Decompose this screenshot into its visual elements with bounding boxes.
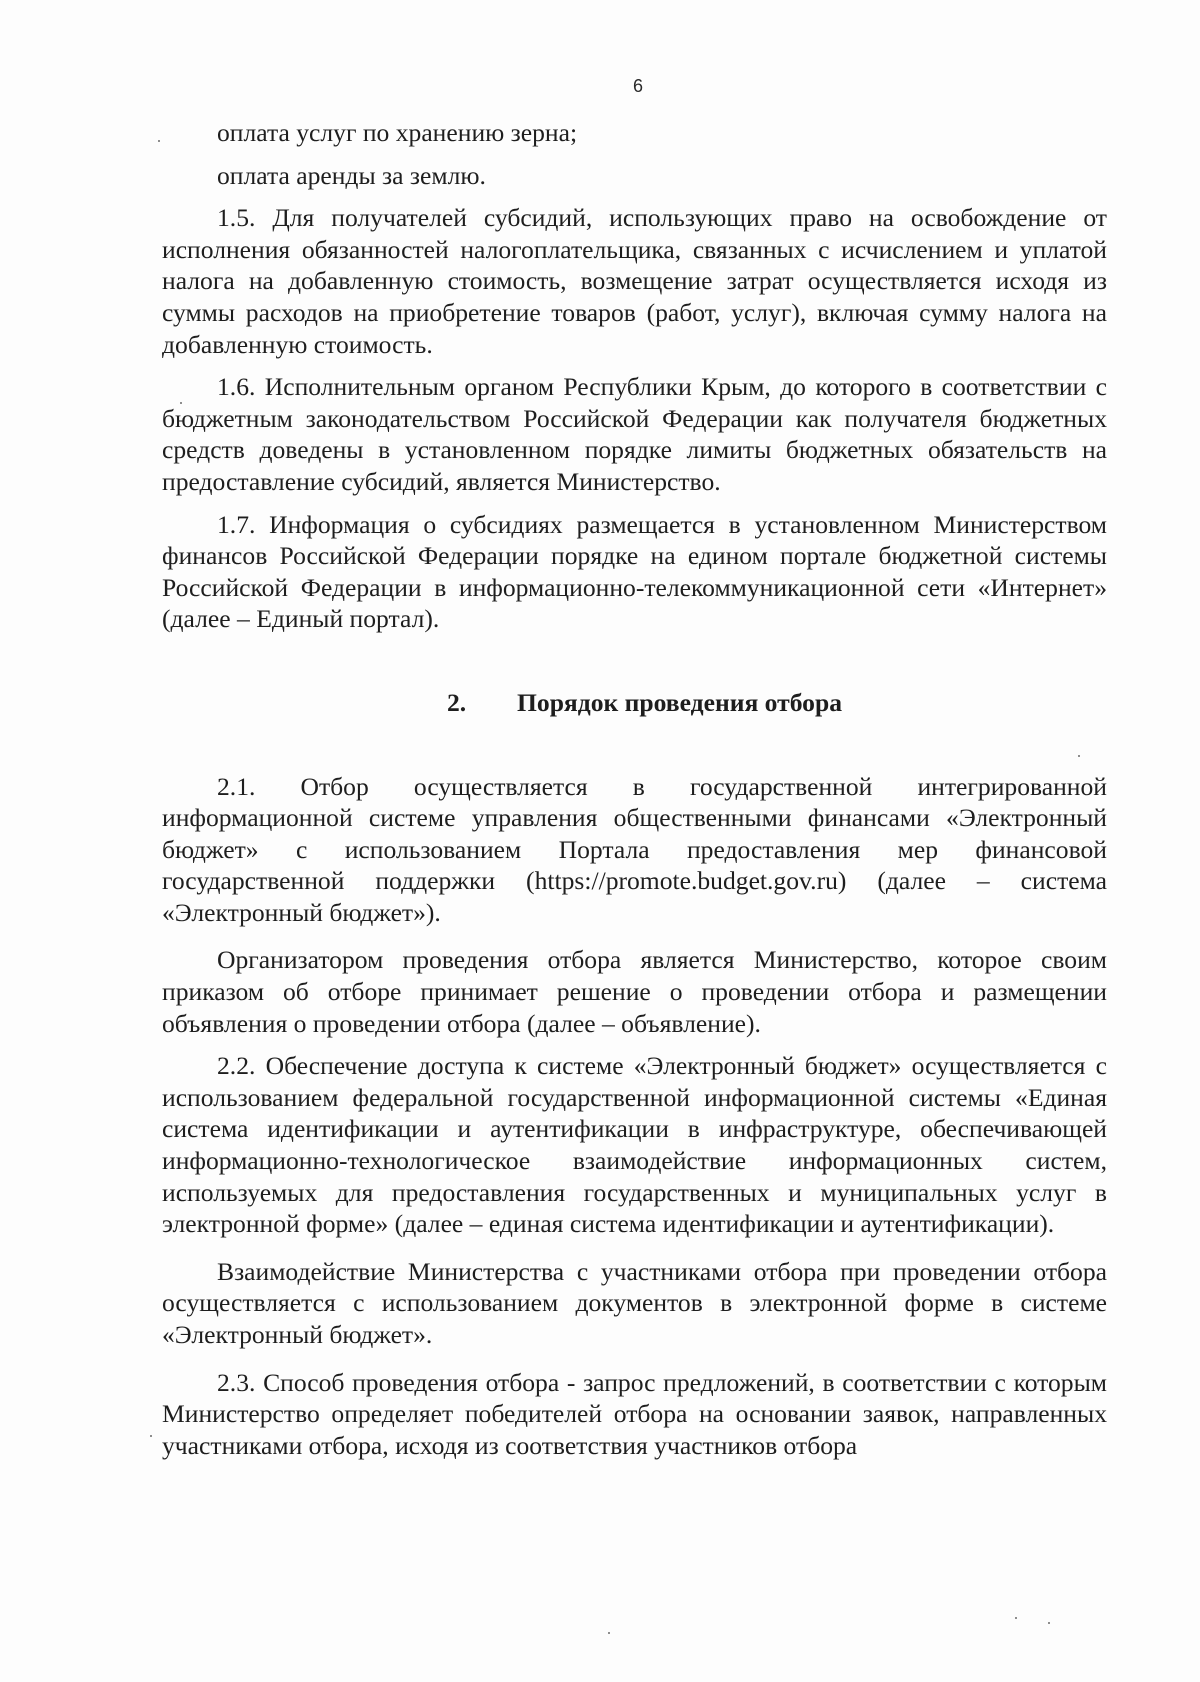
section-number: 2. bbox=[446, 687, 467, 717]
scan-speck bbox=[180, 402, 182, 404]
page-number: 6 bbox=[632, 76, 643, 96]
paragraph-1-6: 1.6. Исполнительным органом Республики Крым, до которого в соответствии с бюджетным законодательством Российской Федерации как получателя бюджетных средств доведены в установленном порядке лимиты бюджетных обязательств на предоставление субсидий, является Министерство. bbox=[162, 372, 1107, 496]
scan-speck bbox=[1048, 1622, 1050, 1624]
paragraph-2-3: 2.3. Способ проведения отбора - запрос предложений, в соответствии с которым Министерство определяет победителей отбора на основании заявок, направленных участниками отбора, исходя из соответствия участников отбора bbox=[162, 1367, 1107, 1460]
scan-speck bbox=[608, 1632, 610, 1634]
paragraph-2-2: 2.2. Обеспечение доступа к системе «Электронный бюджет» осуществляется с использованием федеральной государственной информационной системы «Единая система идентификации и аутентификации в инфраструктуре, обеспечивающей информационно-технологическое взаимодействие информационных систем, используемых для предоставления государственных и муниципальных услуг в электронной форме» (далее – единая система идентификации и аутентификации). bbox=[162, 1051, 1107, 1239]
document-body bbox=[162, 117, 1107, 1461]
paragraph-land-rent: оплата аренды за землю. bbox=[217, 160, 486, 190]
scan-speck bbox=[158, 140, 160, 142]
paragraph-2-1: 2.1. Отбор осуществляется в государственной интегрированной информационной системе управления общественными финансами «Электронный бюджет» с использованием Портала предоставления мер финансовой государственной поддержки (https://promote.budget.gov.ru) (далее – система «Электронный бюджет»). bbox=[162, 771, 1107, 927]
scan-speck bbox=[150, 1435, 152, 1437]
section-title: Порядок проведения отбора bbox=[516, 687, 843, 717]
scan-speck bbox=[1015, 1617, 1017, 1619]
section-heading bbox=[162, 687, 1107, 719]
paragraph-interaction: Взаимодействие Министерства с участниками отбора при проведении отбора осуществляется с использованием документов в электронной форме в системе «Электронный бюджет». bbox=[162, 1256, 1107, 1349]
paragraph-storage-payment: оплата услуг по хранению зерна; bbox=[217, 118, 578, 147]
paragraph-organizer: Организатором проведения отбора является Министерство, которое своим приказом об отборе принимает решение о проведении отбора и размещении объявления о проведении отбора (далее – объявление). bbox=[162, 945, 1107, 1038]
paragraph-1-7: 1.7. Информация о субсидиях размещается в установленном Министерством финансов Российской Федерации порядке на едином портале бюджетной системы Российской Федерации в информационно-телекоммуникационной сети «Интернет» (далее – Единый портал). bbox=[162, 509, 1107, 634]
paragraph-1-5: 1.5. Для получателей субсидий, использующих право на освобождение от исполнения обязанностей налогоплательщика, связанных с исчислением и уплатой налога на добавленную стоимость, возмещение затрат осуществляется исходя из суммы расходов на приобретение товаров (работ, услуг), включая сумму налога на добавленную стоимость. bbox=[162, 203, 1107, 359]
scan-speck bbox=[1078, 755, 1080, 757]
